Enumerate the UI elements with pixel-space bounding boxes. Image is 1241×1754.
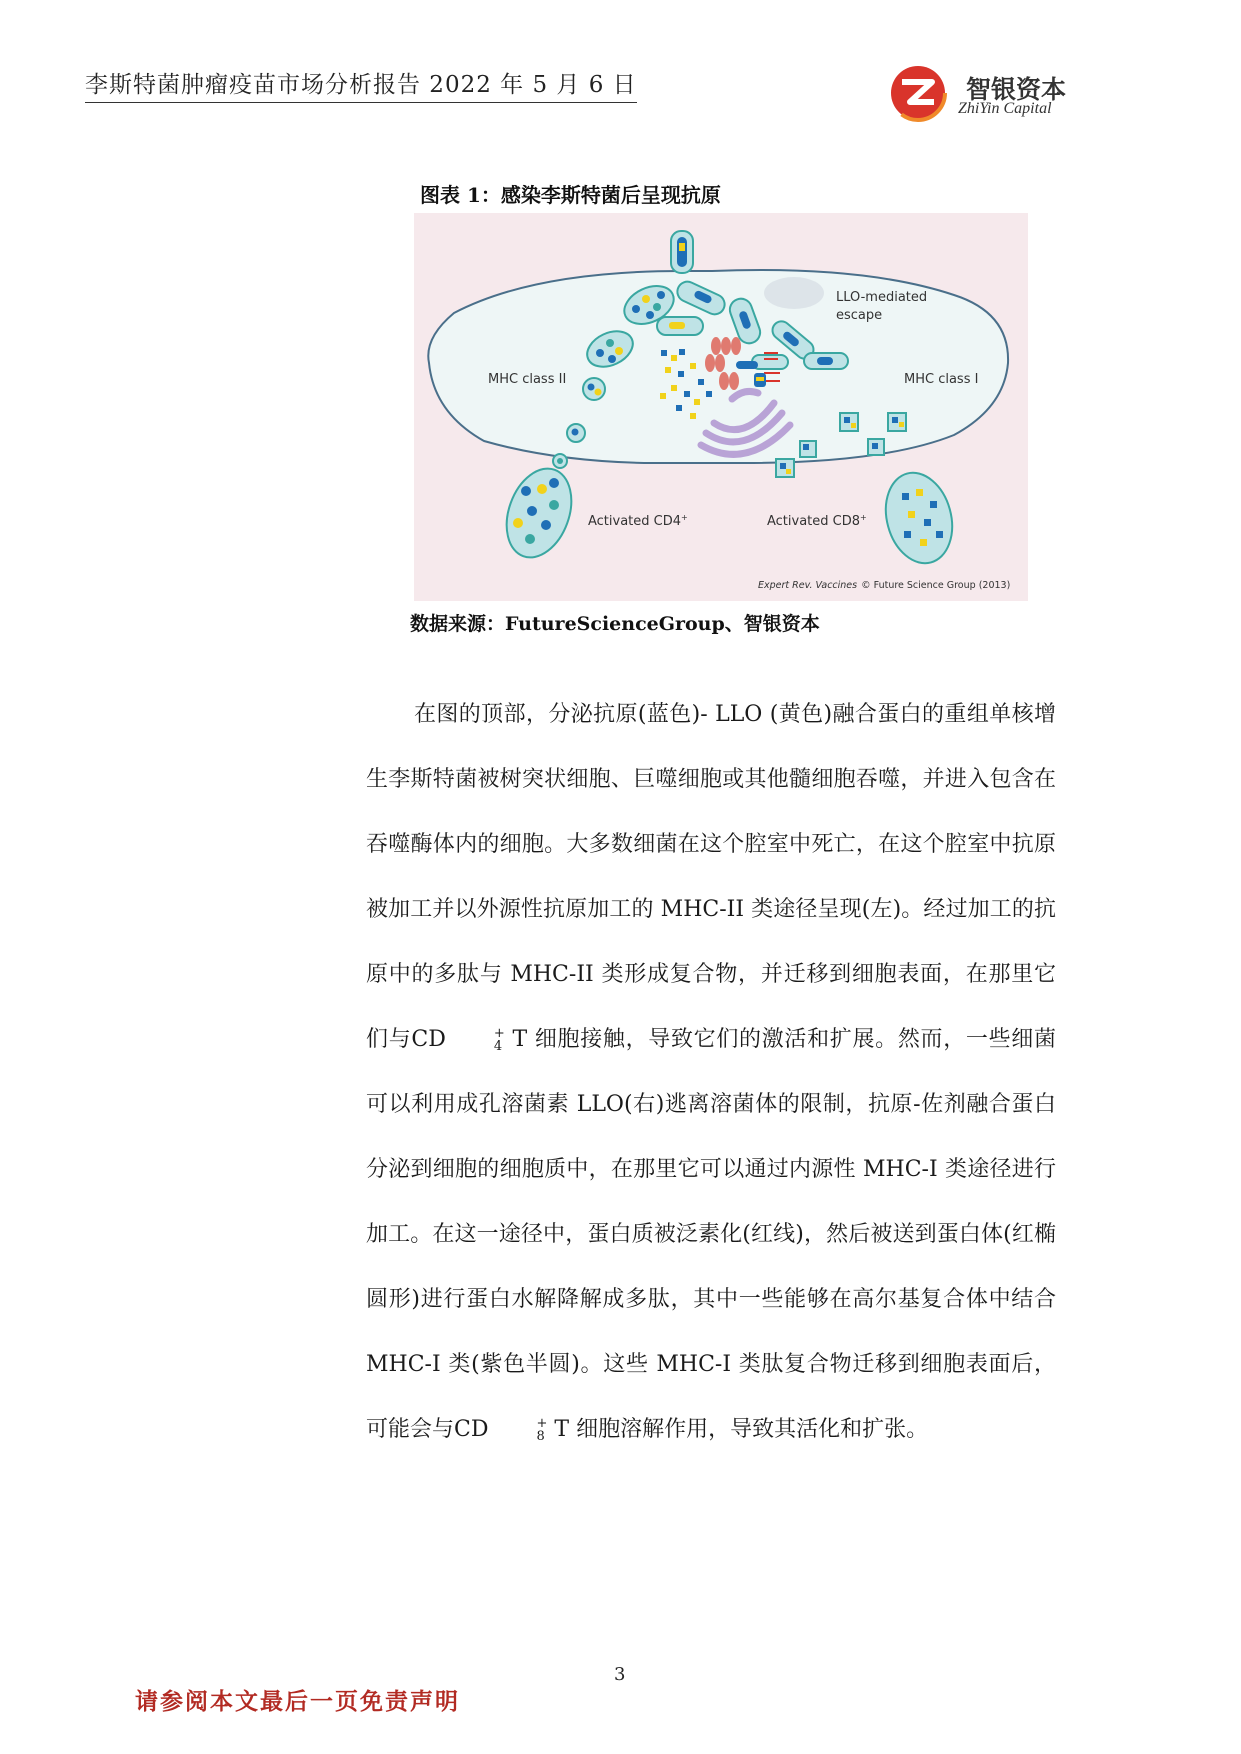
page-number: 3 — [614, 1664, 626, 1685]
cd8-symbol: CD + 8 — [454, 1416, 548, 1444]
label-llo-line2: escape — [836, 308, 883, 323]
llo-pore-shadow — [764, 277, 824, 309]
entering-bacterium — [671, 231, 693, 273]
label-llo-line1: LLO-mediated — [836, 290, 928, 305]
zhiyin-logo-icon — [888, 62, 958, 124]
body-paragraph — [366, 682, 1056, 1462]
body-text-part-a: 在图的顶部，分泌抗原(蓝色)- LLO (黄色)融合蛋白的重组单核增生李斯特菌被树突状细胞、巨噬细胞或其他髓细胞吞噬，并进入包含在吞噬酶体内的细胞。大多数细菌在这个腔室中死亡，在这个腔室中抗原被加工并以外源性抗原加工的 MHC-II 类途径呈现(左)。经过加工的抗原中的多肽与 MHC-II 类形成复合物，并迁移到细胞表面，在那里它们与 — [366, 702, 1056, 1052]
figure-illustration — [414, 213, 1028, 601]
figure-caption: 图表 1：感染李斯特菌后呈现抗原 — [420, 183, 721, 207]
label-activated-cd4: Activated CD4+ — [588, 513, 688, 529]
label-activated-cd8: Activated CD8+ — [767, 513, 867, 529]
logo-name-cn: 智银资本 — [966, 75, 1067, 104]
figure-source: 数据来源：FutureScienceGroup、智银资本 — [410, 613, 820, 635]
header-title: 李斯特菌肿瘤疫苗市场分析报告 2022 年 5 月 6 日 — [85, 66, 637, 103]
figure-credit: Expert Rev. Vaccines © Future Science Group (2013) — [758, 580, 1011, 591]
disclaimer-link[interactable]: 请参阅本文最后一页免责声明 — [135, 1688, 460, 1715]
body-text-part-b: T 细胞接触，导致它们的激活和扩展。然而，一些细菌可以利用成孔溶菌素 LLO(右)逃离溶菌体的限制，抗原-佐剂融合蛋白分泌到细胞的细胞质中，在那里它可以通过内源性 MHC-I 类途径进行加工。在这一途径中，蛋白质被泛素化(红线)，然后被送到蛋白体(红椭圆形)进行蛋白水解降解成多肽，其中一些能够在高尔基复合体中结合 MHC-I 类(紫色半圆)。这些 MHC-I 类肽复合物迁移到细胞表面后，可能会与 — [366, 1027, 1056, 1442]
company-logo — [888, 62, 1088, 124]
label-mhc-class-i: MHC class I — [904, 372, 979, 387]
cd4-symbol: CD + 4 — [411, 1026, 505, 1054]
label-mhc-class-ii: MHC class II — [488, 372, 567, 387]
body-text-part-c: T 细胞溶解作用，导致其活化和扩张。 — [547, 1417, 929, 1442]
antigen-presentation-figure — [414, 213, 1028, 601]
logo-name-en: ZhiYin Capital — [958, 100, 1052, 117]
